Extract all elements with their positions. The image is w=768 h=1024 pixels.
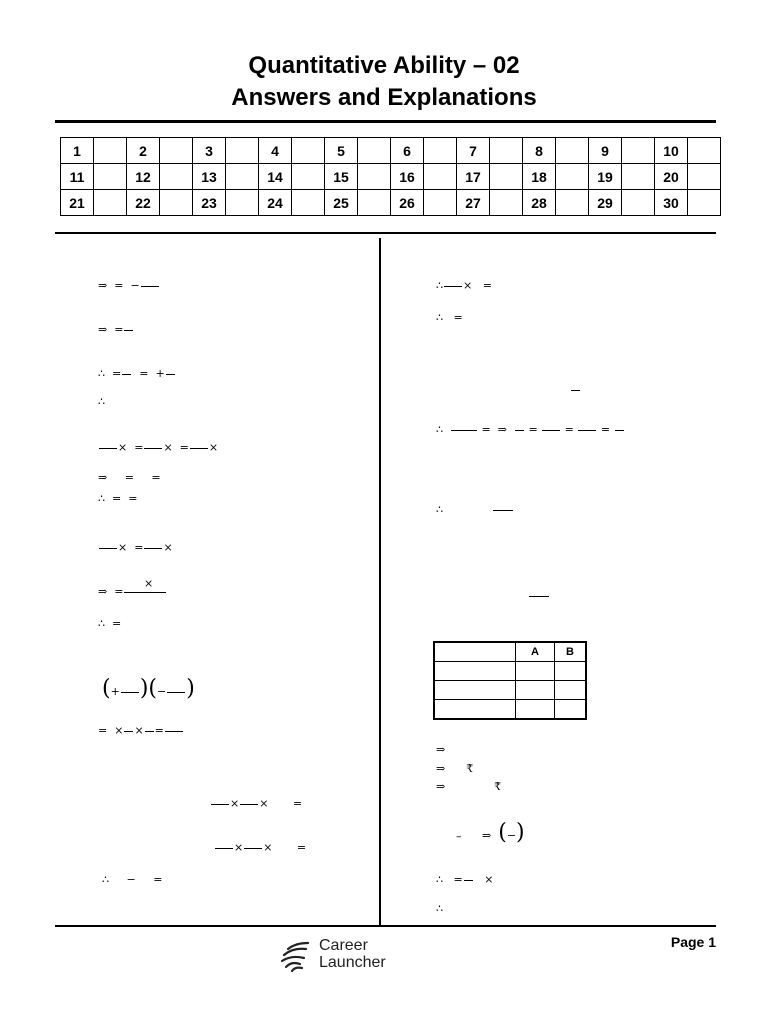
question-number: 11: [61, 164, 94, 190]
question-number: 19: [589, 164, 622, 190]
question-number: 28: [523, 190, 556, 216]
question-number: 22: [127, 190, 160, 216]
question-number: 4: [259, 138, 292, 164]
question-number: 29: [589, 190, 622, 216]
footer-divider: [55, 925, 716, 927]
math-line: ∴ =: [98, 617, 122, 630]
answer-cell: [94, 164, 127, 190]
answer-cell: [688, 164, 721, 190]
answer-cell: [622, 190, 655, 216]
question-number: 25: [325, 190, 358, 216]
table-row: [434, 700, 586, 720]
question-number: 27: [457, 190, 490, 216]
math-line: ⇒: [436, 743, 446, 756]
question-number: 24: [259, 190, 292, 216]
math-line: ⇒ (−): [482, 820, 525, 845]
page-number: Page 1: [670, 934, 716, 950]
math-line: ∴ = ⇒ = = =: [436, 424, 625, 436]
answer-cell: [424, 190, 457, 216]
math-line: × = ×: [98, 542, 173, 554]
question-number: 8: [523, 138, 556, 164]
table-row: [434, 681, 586, 700]
answer-grid-row: [61, 164, 721, 190]
answer-cell: [160, 164, 193, 190]
question-number: 17: [457, 164, 490, 190]
math-line: ∴ × =: [436, 279, 492, 292]
math-line: (+ )(− ): [102, 676, 195, 701]
math-line: × × =: [214, 842, 306, 854]
answer-cell: [622, 138, 655, 164]
table-cell: [516, 700, 555, 720]
math-line: –: [456, 830, 462, 843]
answer-cell: [292, 164, 325, 190]
answer-cell: [226, 138, 259, 164]
answer-cell: [292, 138, 325, 164]
answer-cell: [490, 164, 523, 190]
question-number: 5: [325, 138, 358, 164]
brand-line-2: Launcher: [319, 954, 386, 971]
column-divider: [379, 238, 381, 926]
math-line: ⇒ ₹: [436, 762, 474, 775]
math-line: ∴ = =: [98, 492, 138, 505]
question-number: 2: [127, 138, 160, 164]
math-line: ∴ =: [436, 311, 463, 324]
math-line: ⇒ ₹: [436, 780, 502, 793]
math-line: ∴ = = +: [98, 368, 176, 380]
question-number: 13: [193, 164, 226, 190]
table-cell: [555, 681, 587, 700]
answer-cell: [490, 190, 523, 216]
answer-cell: [358, 164, 391, 190]
answer-cell: [94, 190, 127, 216]
question-number: 20: [655, 164, 688, 190]
table-row: [434, 662, 586, 681]
answer-grid: [60, 137, 721, 216]
table-cell: [555, 700, 587, 720]
question-number: 7: [457, 138, 490, 164]
table-row: [434, 642, 586, 662]
question-number: 30: [655, 190, 688, 216]
answer-grid-row: [61, 190, 721, 216]
question-number: 21: [61, 190, 94, 216]
question-number: 14: [259, 164, 292, 190]
column-header-a: A: [516, 642, 555, 662]
question-number: 15: [325, 164, 358, 190]
math-line: = × × =: [98, 725, 184, 737]
grid-divider: [55, 232, 716, 234]
answer-cell: [556, 190, 589, 216]
math-line: [570, 384, 581, 396]
question-number: 6: [391, 138, 424, 164]
math-line: ⇒ =: [98, 324, 134, 336]
math-line: ⇒ = =: [98, 471, 161, 484]
math-line: ⇒ = −: [98, 280, 160, 292]
answer-cell: [226, 164, 259, 190]
table-cell: [434, 642, 516, 662]
answer-cell: [292, 190, 325, 216]
answer-cell: [94, 138, 127, 164]
brand-name: [319, 937, 386, 971]
answer-grid-row: [61, 138, 721, 164]
answer-cell: [358, 138, 391, 164]
page-subtitle: Answers and Explanations: [231, 84, 537, 111]
math-line: × = × = ×: [98, 442, 218, 454]
math-line: ∴: [436, 902, 443, 915]
question-number: 26: [391, 190, 424, 216]
math-line: × × =: [210, 798, 302, 810]
answer-cell: [424, 138, 457, 164]
table-cell: [516, 662, 555, 681]
math-line: ∴ = ×: [436, 873, 494, 886]
answer-cell: [226, 190, 259, 216]
question-number: 23: [193, 190, 226, 216]
question-number: 3: [193, 138, 226, 164]
brand-line-1: Career: [319, 937, 368, 954]
page-title: Quantitative Ability – 02: [248, 52, 520, 79]
question-number: 1: [61, 138, 94, 164]
career-launcher-logo-icon: [278, 937, 318, 977]
question-number: 18: [523, 164, 556, 190]
answer-cell: [556, 138, 589, 164]
answer-cell: [424, 164, 457, 190]
answer-cell: [556, 164, 589, 190]
answer-cell: [688, 190, 721, 216]
answer-cell: [160, 138, 193, 164]
math-line: ⇒ =: [98, 586, 167, 598]
answer-cell: [622, 164, 655, 190]
ab-table: [433, 641, 587, 720]
math-line: ∴ − =: [102, 873, 163, 886]
table-cell: [555, 662, 587, 681]
table-cell: [516, 681, 555, 700]
question-number: 16: [391, 164, 424, 190]
table-cell: [434, 700, 516, 720]
answer-cell: [160, 190, 193, 216]
column-header-b: B: [555, 642, 587, 662]
header-divider: [55, 120, 716, 123]
table-cell: [434, 681, 516, 700]
answer-cell: [688, 138, 721, 164]
answer-cell: [490, 138, 523, 164]
math-line: ∴: [436, 504, 514, 516]
question-number: 10: [655, 138, 688, 164]
answer-cell: [358, 190, 391, 216]
table-cell: [434, 662, 516, 681]
question-number: 12: [127, 164, 160, 190]
math-line: [528, 590, 550, 602]
math-line: ∴: [98, 395, 105, 408]
math-line: ×: [144, 577, 154, 590]
question-number: 9: [589, 138, 622, 164]
